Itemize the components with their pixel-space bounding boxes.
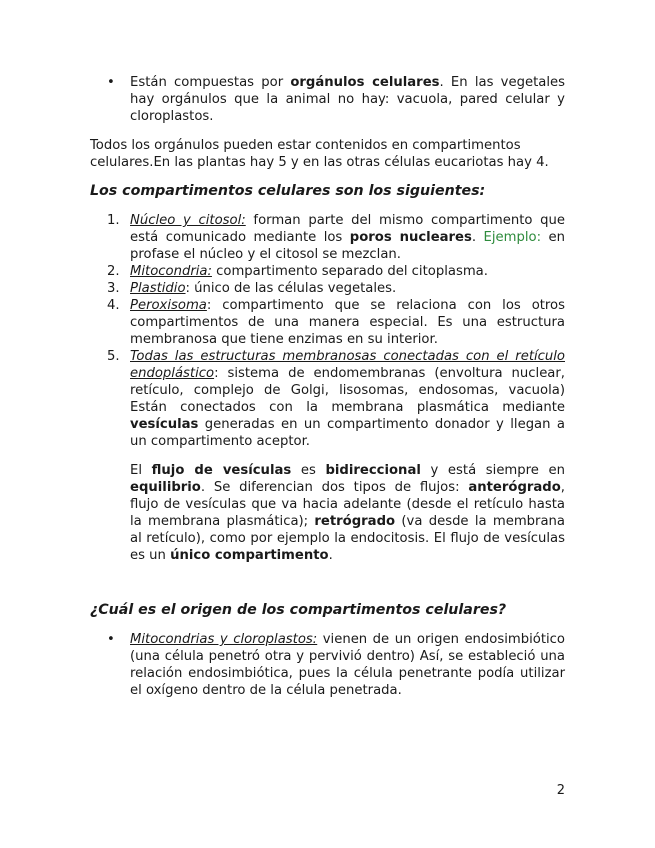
term-label: Plastidio [130,281,186,296]
bold-term: vesículas [130,417,199,432]
text-span: y está siempre en [420,463,565,478]
list-item [90,263,565,280]
list-number: 5. [107,349,120,364]
text-span: , flujo de vesículas que va hacia adelante (desde el retículo hasta la membrana plasmática); [130,480,565,529]
text-span: (va desde la membrana al retículo), como por ejemplo la endocitosis. El flujo de vesículas es un [130,514,565,563]
bullet-icon: • [107,75,115,90]
bold-term: único compartimento [170,548,329,563]
text-span: . [471,230,484,245]
text-span: . Se diferencian dos tipos de flujos: [200,480,469,495]
term-label: Mitocondria: [130,264,212,279]
vesicle-flow-paragraph [90,462,565,564]
compartments-list [90,212,565,564]
intro-bullet [90,74,565,125]
bullet-icon: • [107,632,115,647]
text-span: : sistema de endomembranas (envoltura nuclear, retículo, complejo de Golgi, lisosomas, endosomas, vacuola) Están conectados con la membrana plasmática mediante [130,366,565,415]
text-span: generadas en un compartimento donador y llegan a un compartimento aceptor. [130,417,565,449]
list-number: 4. [107,298,120,313]
bold-term: bidireccional [325,463,421,478]
text-span: El [130,463,152,478]
list-item [90,212,565,263]
text-span: vienen de un origen endosimbiótico (una célula penetró otra y pervivió dentro) Así, se estableció una relación endosimbiótica, pues la célula penetrante podía utilizar el oxígeno dentro de la célula penetrada. [130,632,565,698]
page-number: 2 [556,783,565,798]
text-span: es [291,463,326,478]
text-span: en profase el núcleo y el citosol se mezclan. [130,230,565,262]
section-heading-origin: ¿Cuál es el origen de los compartimentos celulares? [90,602,507,618]
text-span: . En las vegetales hay orgánulos que la animal no hay: vacuola, pared celular y cloroplastos. [130,75,565,124]
term-label: Todas las estructuras membranosas conectadas con el retículo endoplástico [130,349,565,381]
text-span: compartimento separado del citoplasma. [211,264,488,279]
intro-paragraph: Todos los orgánulos pueden estar contenidos en compartimentos celulares.En las plantas hay 5 y en las otras células eucariotas hay 4. [90,138,549,170]
text-span: Están compuestas por [130,75,291,90]
section-heading-compartments: Los compartimentos celulares son los siguientes: [90,183,486,199]
text-span: : único de las células vegetales. [185,281,397,296]
list-item [90,297,565,348]
document-page [90,74,565,699]
list-item [90,280,565,297]
text-span: forman parte del mismo compartimento que está comunicado mediante los [130,213,565,245]
term-label: Núcleo y citosol: [130,213,246,228]
list-number: 3. [107,281,120,296]
bold-term: poros nucleares [349,230,472,245]
bold-term: orgánulos celulares [290,75,440,90]
origin-bullet [90,631,565,699]
text-span: . [328,548,333,563]
list-number: 2. [107,264,120,279]
list-item [90,348,565,450]
bold-term: anterógrado [468,480,561,495]
bold-term: retrógrado [314,514,396,529]
list-number: 1. [107,213,120,228]
bold-term: flujo de vesículas [151,463,292,478]
term-label: Mitocondrias y cloroplastos: [130,632,318,647]
term-label: Peroxisoma [130,298,207,313]
bold-term: equilibrio [130,480,201,495]
example-label: Ejemplo: [483,230,542,245]
text-span: : compartimento que se relaciona con los otros compartimentos de una manera especial. Es una estructura membranosa que tiene enzimas en su interior. [130,298,565,347]
